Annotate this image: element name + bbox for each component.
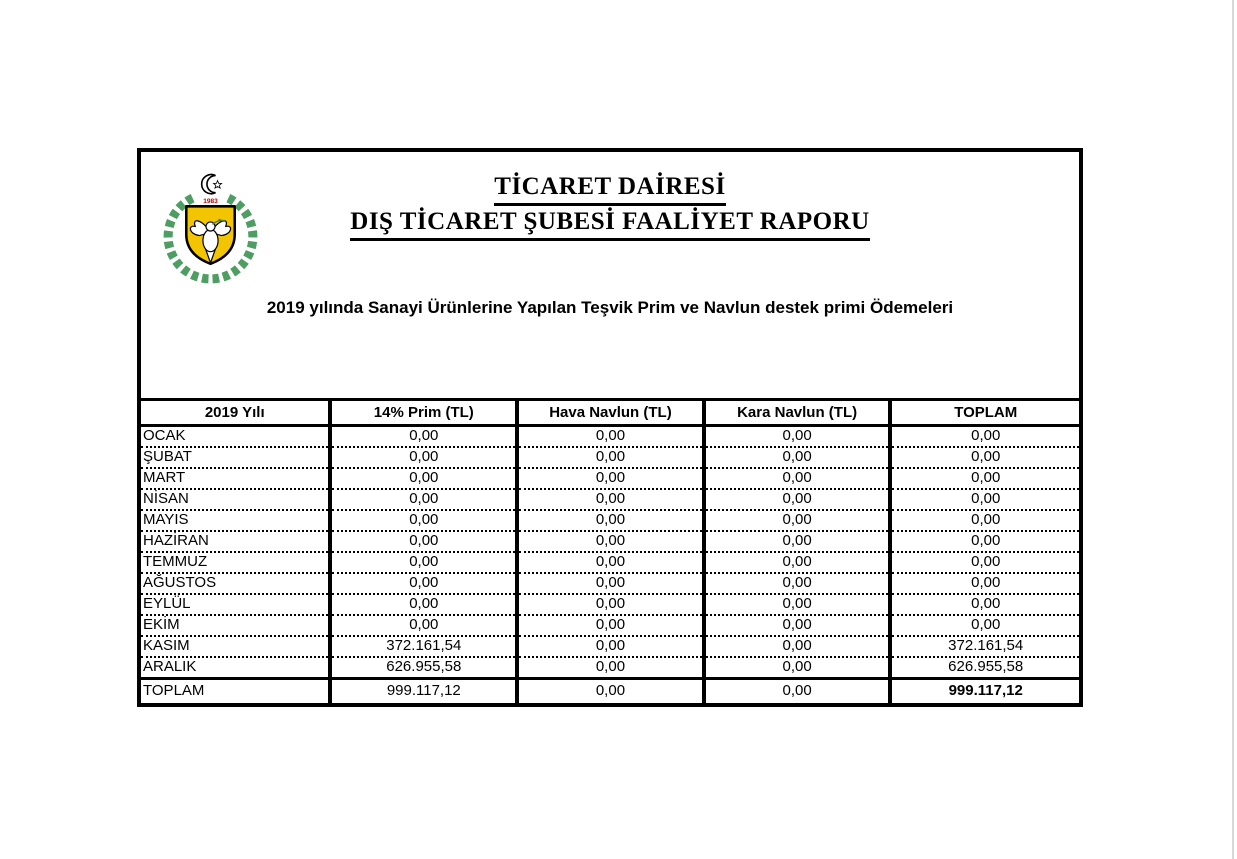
value-cell: 0,00: [330, 468, 517, 489]
month-cell: ŞUBAT: [141, 447, 330, 468]
table-row: [141, 573, 1079, 594]
col-header-toplam: TOPLAM: [890, 400, 1079, 426]
month-cell: MART: [141, 468, 330, 489]
value-cell: 0,00: [890, 426, 1079, 447]
month-cell: HAZİRAN: [141, 531, 330, 552]
month-cell: KASIM: [141, 636, 330, 657]
value-cell: 0,00: [517, 615, 704, 636]
col-header-kara-navlun: Kara Navlun (TL): [704, 400, 891, 426]
value-cell: 0,00: [890, 573, 1079, 594]
value-cell: 0,00: [330, 510, 517, 531]
table-row: [141, 636, 1079, 657]
month-cell: TEMMUZ: [141, 552, 330, 573]
value-cell: 0,00: [704, 468, 891, 489]
total-row: [141, 678, 1079, 703]
value-cell: 0,00: [704, 615, 891, 636]
value-cell: 0,00: [330, 594, 517, 615]
value-cell: 0,00: [517, 426, 704, 447]
total-kara-value: 0,00: [704, 678, 891, 703]
value-cell: 0,00: [704, 489, 891, 510]
title-line-2: DIŞ TİCARET ŞUBESİ FAALİYET RAPORU: [350, 207, 869, 241]
value-cell: 0,00: [890, 447, 1079, 468]
value-cell: 0,00: [330, 426, 517, 447]
window-edge-line: [1232, 0, 1234, 859]
value-cell: 0,00: [890, 468, 1079, 489]
month-cell: EKİM: [141, 615, 330, 636]
value-cell: 0,00: [517, 636, 704, 657]
logo-year: 1983: [203, 197, 218, 205]
value-cell: 0,00: [704, 510, 891, 531]
value-cell: 0,00: [330, 531, 517, 552]
value-cell: 0,00: [890, 552, 1079, 573]
value-cell: 0,00: [517, 552, 704, 573]
table-row: [141, 447, 1079, 468]
value-cell: 0,00: [704, 531, 891, 552]
value-cell: 0,00: [704, 426, 891, 447]
month-cell: EYLÜL: [141, 594, 330, 615]
value-cell: 0,00: [517, 468, 704, 489]
value-cell: 0,00: [330, 447, 517, 468]
value-cell: 0,00: [330, 489, 517, 510]
month-cell: OCAK: [141, 426, 330, 447]
month-cell: NİSAN: [141, 489, 330, 510]
month-cell: AĞUSTOS: [141, 573, 330, 594]
table-row: [141, 552, 1079, 573]
total-prim-value: 999.117,12: [330, 678, 517, 703]
payments-table: [141, 398, 1079, 703]
value-cell: 0,00: [517, 489, 704, 510]
table-row: [141, 489, 1079, 510]
value-cell: 0,00: [517, 447, 704, 468]
table-row: [141, 615, 1079, 636]
report-subtitle: 2019 yılında Sanayi Ürünlerine Yapılan Teşvik Prim ve Navlun destek primi Ödemeleri: [266, 298, 954, 317]
col-header-year: 2019 Yılı: [141, 400, 330, 426]
value-cell: 0,00: [890, 489, 1079, 510]
value-cell: 372.161,54: [330, 636, 517, 657]
value-cell: 0,00: [517, 657, 704, 678]
month-cell: ARALIK: [141, 657, 330, 678]
value-cell: 0,00: [704, 447, 891, 468]
value-cell: 626.955,58: [330, 657, 517, 678]
title-line-1: TİCARET DAİRESİ: [494, 172, 725, 206]
value-cell: 0,00: [517, 573, 704, 594]
table-area: [141, 398, 1079, 703]
month-rows: [141, 426, 1079, 679]
total-label: TOPLAM: [141, 678, 330, 703]
table-row: [141, 594, 1079, 615]
value-cell: 626.955,58: [890, 657, 1079, 678]
value-cell: 0,00: [517, 531, 704, 552]
table-row: [141, 468, 1079, 489]
value-cell: 0,00: [890, 510, 1079, 531]
value-cell: 0,00: [704, 657, 891, 678]
value-cell: 0,00: [890, 615, 1079, 636]
table-row: [141, 426, 1079, 447]
value-cell: 0,00: [704, 594, 891, 615]
total-hava-value: 0,00: [517, 678, 704, 703]
table-row: [141, 510, 1079, 531]
value-cell: 0,00: [330, 573, 517, 594]
table-row: [141, 657, 1079, 678]
value-cell: 0,00: [704, 636, 891, 657]
value-cell: 372.161,54: [890, 636, 1079, 657]
value-cell: 0,00: [890, 531, 1079, 552]
value-cell: 0,00: [517, 510, 704, 531]
value-cell: 0,00: [704, 552, 891, 573]
table-row: [141, 531, 1079, 552]
value-cell: 0,00: [330, 615, 517, 636]
value-cell: 0,00: [890, 594, 1079, 615]
report-frame: [137, 148, 1083, 707]
month-cell: MAYIS: [141, 510, 330, 531]
col-header-hava-navlun: Hava Navlun (TL): [517, 400, 704, 426]
table-header-row: [141, 400, 1079, 426]
report-titles: [141, 172, 1079, 242]
value-cell: 0,00: [517, 594, 704, 615]
value-cell: 0,00: [330, 552, 517, 573]
report-header: [141, 152, 1079, 398]
value-cell: 0,00: [704, 573, 891, 594]
total-grand-value: 999.117,12: [890, 678, 1079, 703]
col-header-prim: 14% Prim (TL): [330, 400, 517, 426]
